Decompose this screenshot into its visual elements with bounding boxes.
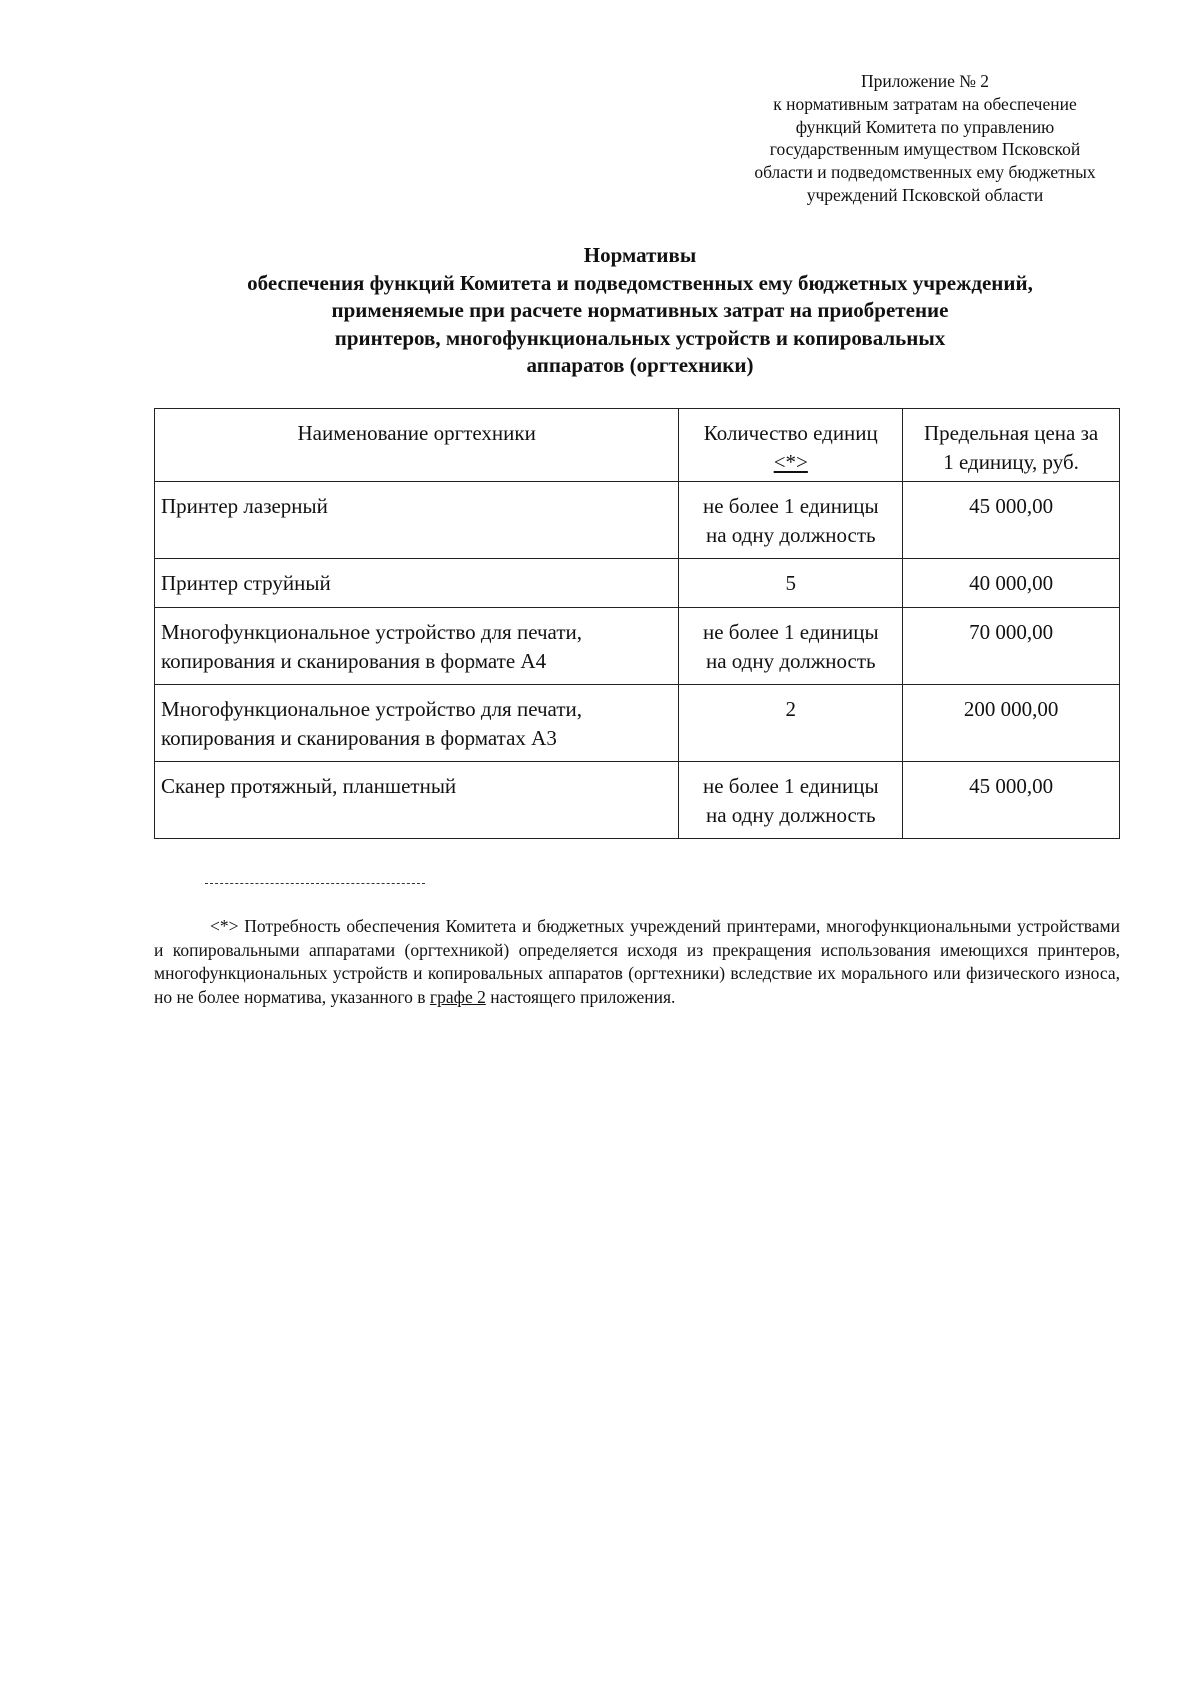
cell-name-text: Принтер лазерный [161,494,328,518]
header-qty-label: Количество единиц [703,421,878,445]
cell-qty-text: на одну должность [705,649,876,673]
cell-price [903,608,1120,685]
footnote-text-end: настоящего приложения. [485,986,676,1007]
title-line: обеспечения функций Комитета и подведомственных ему бюджетных учреждений, [247,270,1033,295]
cell-price-text: 70 000,00 [969,620,1054,644]
document-title [130,242,1150,380]
cell-name-text: копирования и сканирования в формате А4 [161,649,547,673]
cell-name [155,608,679,685]
cell-price-text: 45 000,00 [969,774,1054,798]
table-row [155,559,1120,608]
table-row [155,608,1120,685]
appendix-line: Приложение № 2 [860,71,990,91]
title-line: применяемые при расчете нормативных затрат на приобретение [331,298,949,322]
cell-name [155,685,679,762]
appendix-header [690,70,1160,207]
cell-qty [679,685,903,762]
appendix-line: функций Комитета по управлению [795,116,1055,137]
footnote-text: <*> Потребность обеспечения Комитета и бюджетных учреждений принтерами, многофункциональными устройствами и копировальными аппаратами (оргтехникой) определяется исходя из прекращения использования имеющихся принтеров, многофункциональных устройств и копировальных аппаратов (оргтехники) вследствие их морального или физического износа, но не более норматива, указанного в [154,916,1120,1007]
cell-price [903,482,1120,559]
cell-name [155,559,679,608]
cell-name-text: копирования и сканирования в форматах А3 [161,726,557,750]
appendix-line: к нормативным затратам на обеспечение [773,93,1077,114]
cell-price [903,559,1120,608]
cell-name-text: Принтер струйный [161,571,331,595]
title-line: аппаратов (оргтехники) [526,353,754,377]
footnote-ref-link[interactable]: <*> [773,450,808,474]
cell-qty [679,559,903,608]
header-qty [679,409,903,482]
appendix-line: учреждений Псковской области [806,184,1044,205]
header-name [155,409,679,482]
cell-price [903,762,1120,839]
header-price [903,409,1120,482]
cell-price-text: 40 000,00 [969,571,1054,595]
title-line: Нормативы [583,243,697,267]
cell-name-text: Многофункциональное устройство для печати, [161,620,582,644]
norms-table [154,408,1120,839]
cell-name-text: Многофункциональное устройство для печати, [161,697,582,721]
title-line: принтеров, многофункциональных устройств и копировальных [334,325,946,350]
footnote [154,915,1120,1009]
appendix-line: области и подведомственных ему бюджетных [754,162,1096,183]
cell-qty [679,762,903,839]
column-2-link[interactable]: графе 2 [429,986,486,1007]
table-row [155,762,1120,839]
table-row [155,482,1120,559]
header-price-label: 1 единицу, руб. [943,450,1079,474]
footnote-separator [205,883,425,884]
table-header-row [155,409,1120,482]
header-name-label: Наименование оргтехники [297,421,536,445]
cell-qty-text: на одну должность [705,523,876,547]
cell-qty-text: не более 1 единицы [702,774,879,798]
cell-name [155,762,679,839]
cell-qty [679,608,903,685]
cell-price-text: 200 000,00 [963,697,1059,721]
cell-price-text: 45 000,00 [969,494,1054,518]
cell-price [903,685,1120,762]
cell-qty-text: 2 [785,697,797,721]
cell-qty [679,482,903,559]
cell-qty-text: не более 1 единицы [702,620,879,644]
cell-qty-text: 5 [785,571,797,595]
cell-qty-text: на одну должность [705,803,876,827]
cell-name [155,482,679,559]
appendix-line: государственным имуществом Псковской [769,139,1081,160]
cell-name-text: Сканер протяжный, планшетный [161,774,457,798]
table-row [155,685,1120,762]
cell-qty-text: не более 1 единицы [702,494,879,518]
header-price-label: Предельная цена за [923,421,1099,445]
